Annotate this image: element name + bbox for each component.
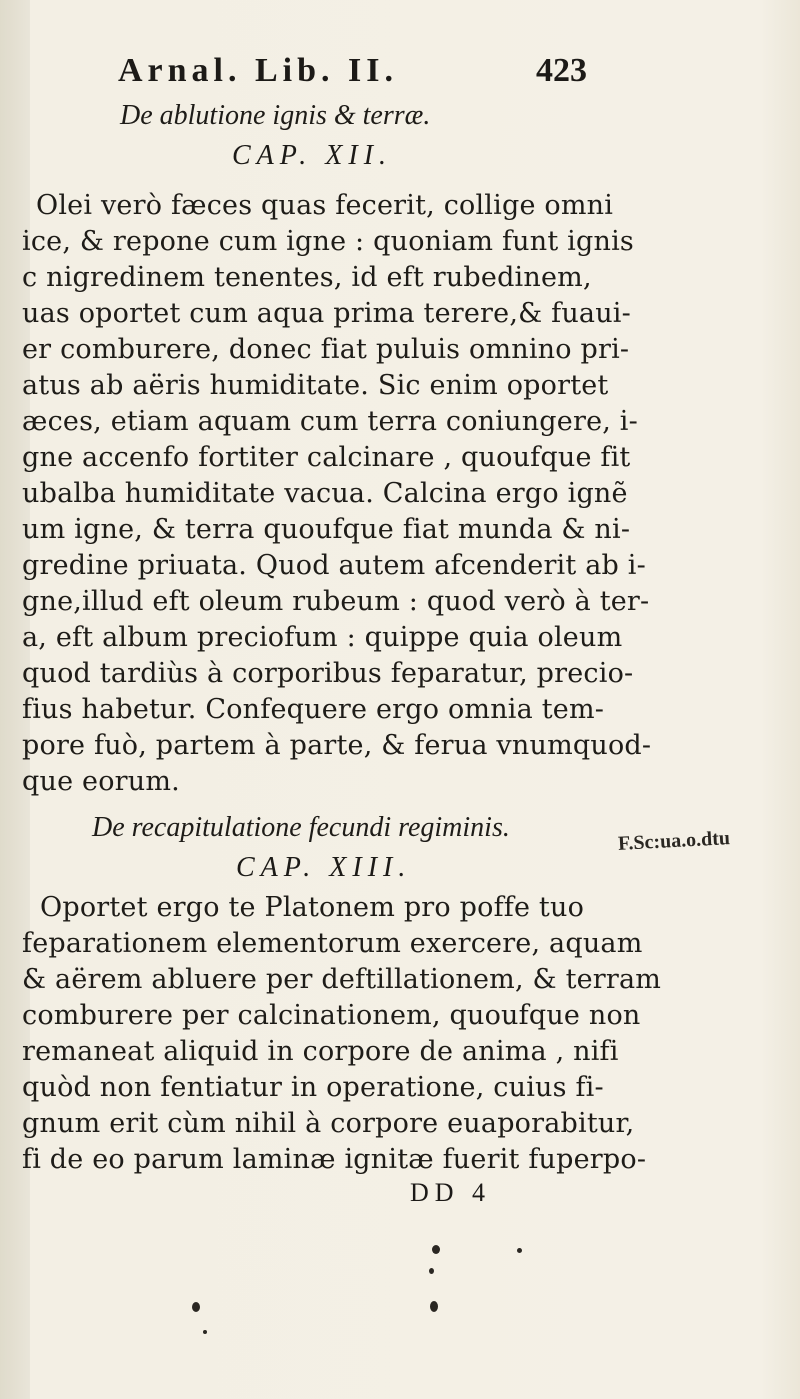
text-line: feparationem elementorum exercere, aquam bbox=[22, 928, 643, 959]
text-line: um igne, & terra quoufque fiat munda & ni- bbox=[22, 514, 631, 545]
text-line: ice, & repone cum igne : quoniam funt ignis bbox=[22, 226, 634, 257]
running-title: Arnal. Lib. II. bbox=[118, 52, 398, 89]
text-line: & aërem abluere per deftillationem, & terram bbox=[22, 964, 662, 995]
section-rubric-1: De ablutione ignis & terræ. bbox=[120, 100, 431, 131]
text-line: a, eft album preciofum : quippe quia oleum bbox=[22, 622, 623, 653]
signature-mark: DD 4 bbox=[410, 1178, 492, 1207]
text-line: gne accenfo fortiter calcinare , quoufque fit bbox=[22, 442, 631, 473]
text-line: uas oportet cum aqua prima terere,& fuaui- bbox=[22, 298, 631, 329]
ink-spot bbox=[429, 1268, 434, 1274]
text-line: que eorum. bbox=[22, 766, 180, 797]
text-line: gnum erit cùm nihil à corpore euaporabitur, bbox=[22, 1108, 635, 1139]
ink-spot bbox=[432, 1245, 440, 1254]
text-line: fi de eo parum laminæ ignitæ fuerit fuperpo- bbox=[22, 1144, 647, 1175]
running-header bbox=[118, 52, 638, 96]
text-line: fius habetur. Confequere ergo omnia tem- bbox=[22, 694, 605, 725]
ink-spot bbox=[192, 1302, 200, 1312]
ink-spot bbox=[517, 1248, 522, 1253]
text-line: pore fuò, partem à parte, & ferua vnumquod- bbox=[22, 730, 652, 761]
text-line: gne,illud eft oleum rubeum : quod verò à ter- bbox=[22, 586, 650, 617]
chapter-heading-2: CAP. XIII. bbox=[236, 852, 412, 883]
text-line: Olei verò fæces quas fecerit, collige omni bbox=[36, 190, 614, 221]
text-line: er comburere, donec fiat puluis omnino pri- bbox=[22, 334, 630, 365]
text-line: gredine priuata. Quod autem afcenderit ab i- bbox=[22, 550, 646, 581]
text-line: remaneat aliquid in corpore de anima , nifi bbox=[22, 1036, 619, 1067]
text-line: atus ab aëris humiditate. Sic enim oportet bbox=[22, 370, 609, 401]
ink-spot bbox=[203, 1330, 207, 1334]
text-line: quod tardiùs à corporibus feparatur, precio- bbox=[22, 658, 634, 689]
margin-annotation: F.Sc:ua.o.dtu bbox=[617, 827, 731, 855]
section-rubric-2: De recapitulatione fecundi regiminis. bbox=[92, 812, 510, 843]
text-line: c nigredinem tenentes, id eft rubedinem, bbox=[22, 262, 592, 293]
text-line: ubalba humiditate vacua. Calcina ergo ignẽ bbox=[22, 478, 628, 509]
ink-spot bbox=[430, 1301, 438, 1312]
text-line: Oportet ergo te Platonem pro poffe tuo bbox=[40, 892, 585, 923]
text-line: æces, etiam aquam cum terra coniungere, i- bbox=[22, 406, 638, 437]
page-number: 423 bbox=[536, 52, 587, 89]
chapter-heading-1: CAP. XII. bbox=[232, 140, 393, 171]
text-line: comburere per calcinationem, quoufque non bbox=[22, 1000, 641, 1031]
text-line: quòd non fentiatur in operatione, cuius fi- bbox=[22, 1072, 604, 1103]
